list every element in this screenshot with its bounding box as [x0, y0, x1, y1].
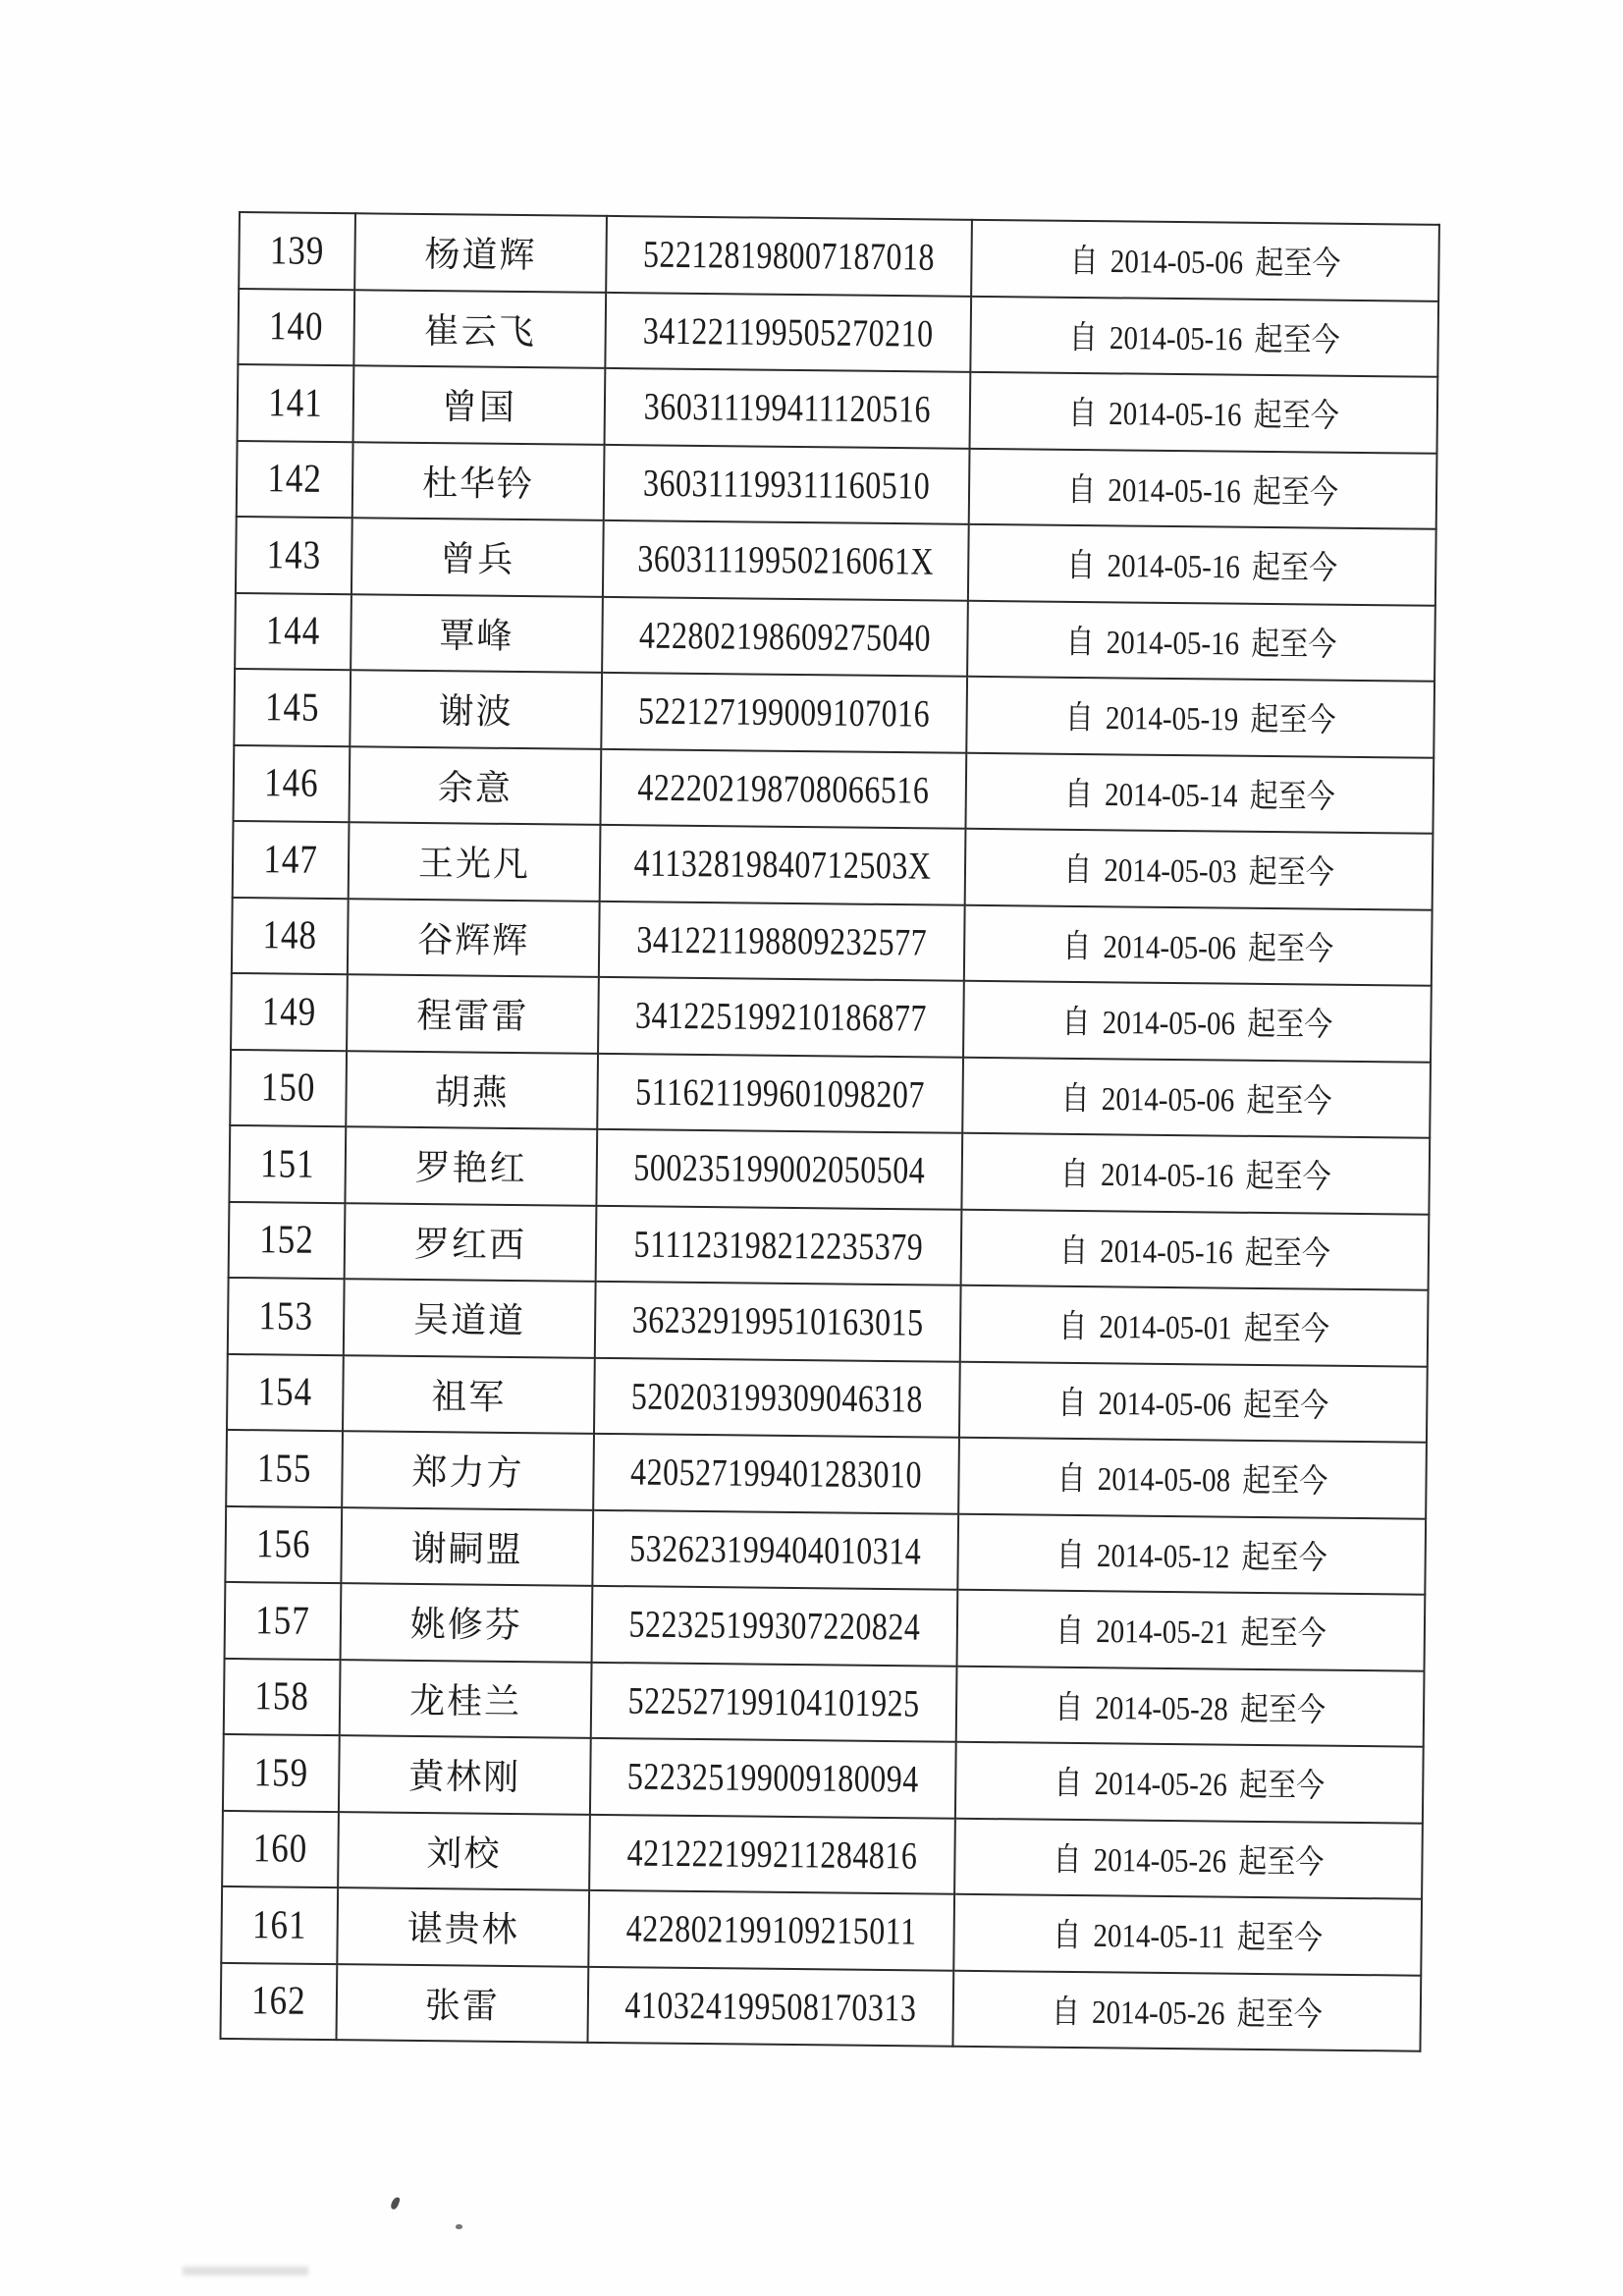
table-row — [224, 1658, 1425, 1746]
name-cell — [345, 1126, 597, 1205]
row-number-cell — [229, 1201, 346, 1279]
period-cell-text: 自 2014-05-06 起至今 — [1061, 1005, 1333, 1044]
name-cell-text: 张雷 — [424, 1985, 501, 2026]
row-number-cell-text: 147 — [263, 836, 319, 883]
id-number-cell-text: 36031119950216061X — [637, 536, 935, 583]
row-number-cell — [239, 212, 355, 290]
period-cell — [957, 1590, 1426, 1670]
table-row — [236, 517, 1436, 605]
id-number-cell-text: 522527199104101925 — [627, 1677, 920, 1724]
name-cell — [349, 822, 601, 901]
row-number-cell — [236, 517, 352, 594]
period-cell — [952, 1970, 1421, 2050]
roster-body — [221, 212, 1439, 2051]
id-number-cell — [589, 1814, 955, 1893]
personnel-roster-table — [220, 211, 1440, 2052]
period-cell — [954, 1818, 1423, 1898]
name-cell — [340, 1660, 592, 1738]
name-cell — [343, 1355, 595, 1434]
id-number-cell-text: 410324199508170313 — [624, 1982, 917, 2029]
id-number-cell-text: 341225199210186877 — [634, 993, 928, 1040]
period-cell-text: 自 2014-05-26 起至今 — [1051, 1994, 1323, 2034]
period-cell — [964, 904, 1433, 985]
period-cell-text: 自 2014-05-03 起至今 — [1062, 852, 1335, 892]
table-row — [231, 973, 1432, 1062]
name-cell — [339, 1735, 591, 1814]
name-cell — [337, 1964, 589, 2043]
name-cell-text: 谢嗣盟 — [410, 1528, 523, 1569]
id-number-cell-text: 522325199307220824 — [628, 1602, 921, 1649]
row-number-cell — [230, 1049, 347, 1126]
table-row — [238, 364, 1438, 453]
name-cell — [346, 1051, 598, 1129]
id-number-cell — [596, 1205, 962, 1285]
row-number-cell — [225, 1582, 342, 1660]
id-number-cell — [596, 1129, 962, 1209]
row-number-cell-text: 159 — [253, 1749, 309, 1796]
table-row — [233, 744, 1434, 833]
row-number-cell — [221, 1886, 338, 1964]
name-cell-text: 谢波 — [438, 691, 514, 733]
id-number-cell — [592, 1509, 958, 1589]
row-number-cell-text: 146 — [263, 759, 319, 806]
period-cell — [953, 1894, 1422, 1975]
row-number-cell-text: 150 — [260, 1064, 316, 1111]
table-row — [232, 897, 1433, 985]
period-cell — [960, 1285, 1429, 1366]
id-number-cell — [600, 748, 966, 828]
id-number-cell-text: 500235199002050504 — [633, 1145, 926, 1192]
table-row — [225, 1582, 1426, 1670]
period-cell — [970, 296, 1438, 376]
table-row — [238, 289, 1438, 377]
table-row — [229, 1125, 1430, 1214]
table-wrapper — [220, 211, 1438, 2052]
table-row — [237, 440, 1437, 528]
period-cell — [961, 1133, 1430, 1214]
name-cell — [347, 974, 599, 1053]
period-cell-text: 自 2014-05-16 起至今 — [1067, 396, 1339, 435]
row-number-cell-text: 152 — [259, 1216, 315, 1263]
id-number-cell — [605, 292, 971, 371]
period-cell-text: 自 2014-05-16 起至今 — [1068, 319, 1340, 359]
name-cell-text: 王光凡 — [417, 844, 531, 885]
id-number-cell — [599, 901, 965, 980]
id-number-cell — [604, 444, 970, 523]
period-cell-text: 自 2014-05-21 起至今 — [1055, 1613, 1326, 1653]
row-number-cell-text: 154 — [257, 1368, 313, 1415]
period-cell-text: 自 2014-05-06 起至今 — [1069, 244, 1341, 283]
name-cell-text: 黄林刚 — [408, 1757, 521, 1798]
id-number-cell-text: 422202198708066516 — [637, 764, 930, 811]
row-number-cell — [235, 592, 352, 670]
id-number-cell-text: 532623199404010314 — [629, 1525, 922, 1572]
name-cell — [342, 1431, 594, 1509]
table-row — [229, 1201, 1430, 1289]
name-cell — [353, 365, 606, 444]
id-number-cell — [587, 1966, 953, 2046]
row-number-cell — [234, 669, 351, 746]
period-cell-text: 自 2014-05-11 起至今 — [1053, 1918, 1324, 1957]
name-cell-text: 吴道道 — [412, 1300, 526, 1341]
row-number-cell-text: 158 — [254, 1672, 310, 1720]
id-number-cell — [600, 825, 966, 904]
period-cell-text: 自 2014-05-16 起至今 — [1066, 548, 1338, 587]
period-cell-text: 自 2014-05-08 起至今 — [1056, 1461, 1328, 1501]
row-number-cell — [238, 364, 354, 442]
row-number-cell-text: 153 — [258, 1292, 314, 1339]
id-number-cell-text: 421222199211284816 — [626, 1830, 918, 1877]
period-cell-text: 自 2014-05-16 起至今 — [1058, 1232, 1331, 1273]
id-number-cell-text: 341221199505270210 — [642, 308, 934, 355]
id-number-cell-text: 522128198007187018 — [642, 232, 936, 279]
id-number-cell — [593, 1434, 959, 1513]
id-number-cell-text: 511621199601098207 — [635, 1068, 926, 1116]
id-number-cell — [590, 1738, 956, 1818]
name-cell-text: 覃峰 — [439, 615, 514, 656]
period-cell — [956, 1666, 1425, 1746]
period-cell-text: 自 2014-05-16 起至今 — [1066, 471, 1339, 512]
row-number-cell — [221, 1962, 338, 2040]
row-number-cell-text: 139 — [269, 227, 325, 274]
ink-speck — [456, 2224, 462, 2229]
table-row — [225, 1505, 1426, 1594]
table-row — [233, 821, 1434, 909]
period-cell-text: 自 2014-05-16 起至今 — [1059, 1157, 1331, 1196]
period-cell-text: 自 2014-05-12 起至今 — [1055, 1537, 1327, 1577]
row-number-cell — [229, 1125, 346, 1203]
row-number-cell — [238, 289, 354, 366]
period-cell — [958, 1438, 1427, 1518]
table-row — [221, 1962, 1422, 2050]
row-number-cell-text: 142 — [267, 455, 323, 502]
name-cell-text: 姚修芬 — [409, 1605, 523, 1646]
name-cell-text: 龙桂兰 — [408, 1680, 522, 1722]
period-cell — [965, 752, 1434, 833]
period-cell-text: 自 2014-05-26 起至今 — [1054, 1766, 1325, 1805]
row-number-cell — [233, 744, 350, 822]
period-cell-text: 自 2014-05-14 起至今 — [1063, 776, 1335, 816]
name-cell — [348, 899, 600, 977]
name-cell-text: 杨道辉 — [424, 235, 537, 276]
name-cell-text: 谌贵林 — [406, 1909, 519, 1950]
name-cell-text: 刘校 — [426, 1832, 502, 1874]
id-number-cell-text: 522127199009107016 — [637, 688, 931, 736]
name-cell-text: 曾兵 — [440, 539, 515, 580]
name-cell — [351, 594, 603, 673]
name-cell — [352, 442, 605, 520]
name-cell — [337, 1887, 589, 1966]
row-number-cell-text: 149 — [261, 988, 317, 1035]
id-number-cell — [602, 596, 968, 676]
period-cell-text: 自 2014-05-01 起至今 — [1058, 1309, 1330, 1348]
period-cell-text: 自 2014-05-28 起至今 — [1054, 1689, 1326, 1729]
name-cell — [352, 518, 604, 596]
name-cell — [341, 1507, 593, 1586]
id-number-cell-text: 362329199510163015 — [631, 1297, 924, 1344]
table-row — [239, 212, 1439, 301]
id-number-cell-text: 422802198609275040 — [638, 612, 932, 660]
id-number-cell-text: 520203199309046318 — [630, 1373, 924, 1420]
table-row — [228, 1278, 1429, 1366]
row-number-cell — [225, 1505, 342, 1583]
row-number-cell — [232, 897, 349, 974]
row-number-cell-text: 162 — [250, 1977, 306, 2024]
name-cell — [341, 1583, 593, 1662]
id-number-cell-text: 41132819840712503X — [633, 841, 932, 888]
row-number-cell — [231, 973, 348, 1051]
period-cell-text: 自 2014-05-06 起至今 — [1060, 1080, 1332, 1121]
id-number-cell — [597, 1053, 963, 1132]
ink-speck — [390, 2196, 401, 2211]
table-row — [223, 1734, 1424, 1823]
id-number-cell — [606, 216, 972, 296]
row-number-cell-text: 157 — [254, 1597, 310, 1644]
period-cell-text: 自 2014-05-06 起至今 — [1057, 1385, 1329, 1425]
table-row — [221, 1886, 1422, 1975]
period-cell — [971, 220, 1439, 301]
id-number-cell — [592, 1586, 958, 1666]
period-cell — [967, 600, 1435, 681]
name-cell-text: 杜华钤 — [421, 463, 535, 504]
period-cell-text: 自 2014-05-06 起至今 — [1062, 928, 1334, 968]
row-number-cell-text: 145 — [264, 683, 320, 731]
period-cell — [961, 1209, 1430, 1289]
name-cell — [345, 1203, 597, 1282]
name-cell-text: 曾国 — [441, 387, 517, 428]
period-cell — [963, 981, 1432, 1062]
scan-edge-smudge — [183, 2267, 308, 2275]
id-number-cell-text: 341221198809232577 — [636, 916, 928, 963]
row-number-cell-text: 144 — [265, 607, 321, 654]
name-cell-text: 罗艳红 — [414, 1148, 528, 1189]
name-cell-text: 崔云飞 — [423, 310, 536, 352]
period-cell — [959, 1361, 1428, 1442]
period-cell — [968, 524, 1436, 605]
row-number-cell-text: 156 — [255, 1520, 311, 1567]
row-number-cell-text: 141 — [267, 379, 323, 426]
period-cell — [965, 829, 1434, 909]
table-row — [226, 1430, 1427, 1518]
row-number-cell-text: 161 — [251, 1901, 307, 1947]
row-number-cell-text: 140 — [268, 302, 324, 350]
id-number-cell-text: 511123198212235379 — [633, 1221, 924, 1268]
row-number-cell-text: 160 — [252, 1825, 308, 1872]
row-number-cell-text: 155 — [256, 1445, 312, 1492]
row-number-cell — [237, 440, 353, 518]
name-cell — [349, 746, 601, 825]
id-number-cell-text: 360311199411120516 — [643, 384, 932, 431]
period-cell-text: 自 2014-05-26 起至今 — [1053, 1841, 1325, 1882]
table-row — [234, 669, 1434, 757]
period-cell — [970, 372, 1438, 453]
id-number-cell — [588, 1890, 954, 1970]
period-cell — [969, 448, 1437, 528]
period-cell — [962, 1057, 1431, 1137]
id-number-cell — [603, 520, 969, 600]
name-cell-text: 祖军 — [431, 1376, 507, 1417]
period-cell — [955, 1742, 1424, 1823]
table-row — [230, 1049, 1431, 1137]
row-number-cell-text: 148 — [262, 911, 318, 958]
name-cell — [344, 1279, 596, 1357]
period-cell-text: 自 2014-05-19 起至今 — [1064, 700, 1336, 739]
name-cell-text: 罗红西 — [413, 1224, 527, 1265]
name-cell — [338, 1812, 590, 1890]
id-number-cell — [605, 368, 971, 448]
period-cell — [966, 677, 1434, 757]
row-number-cell — [223, 1734, 340, 1812]
name-cell-text: 程雷雷 — [416, 996, 529, 1037]
id-number-cell — [595, 1282, 961, 1361]
name-cell — [353, 290, 606, 368]
name-cell-text: 余意 — [437, 767, 514, 808]
row-number-cell — [233, 821, 350, 899]
id-number-cell — [591, 1662, 957, 1741]
id-number-cell — [594, 1357, 960, 1437]
row-number-cell — [226, 1430, 343, 1507]
id-number-cell-text: 422802199109215011 — [625, 1906, 917, 1953]
row-number-cell-text: 143 — [266, 531, 322, 578]
name-cell — [354, 213, 607, 292]
row-number-cell — [222, 1810, 339, 1887]
table-row — [227, 1353, 1428, 1442]
id-number-cell-text: 360311199311160510 — [642, 461, 931, 507]
name-cell-text: 谷辉辉 — [417, 919, 530, 960]
table-row — [222, 1810, 1423, 1898]
id-number-cell-text: 420527199401283010 — [629, 1449, 923, 1497]
id-number-cell — [598, 977, 964, 1057]
name-cell — [350, 670, 602, 748]
table-row — [235, 592, 1435, 681]
row-number-cell — [224, 1658, 341, 1735]
row-number-cell-text: 151 — [259, 1140, 315, 1187]
row-number-cell — [227, 1353, 344, 1431]
id-number-cell-text: 522325199009180094 — [626, 1754, 920, 1801]
period-cell — [957, 1513, 1426, 1594]
name-cell-text: 胡燕 — [434, 1071, 510, 1113]
name-cell-text: 郑力方 — [411, 1452, 524, 1494]
id-number-cell — [601, 673, 967, 752]
period-cell-text: 自 2014-05-16 起至今 — [1065, 624, 1337, 664]
row-number-cell — [228, 1278, 345, 1355]
